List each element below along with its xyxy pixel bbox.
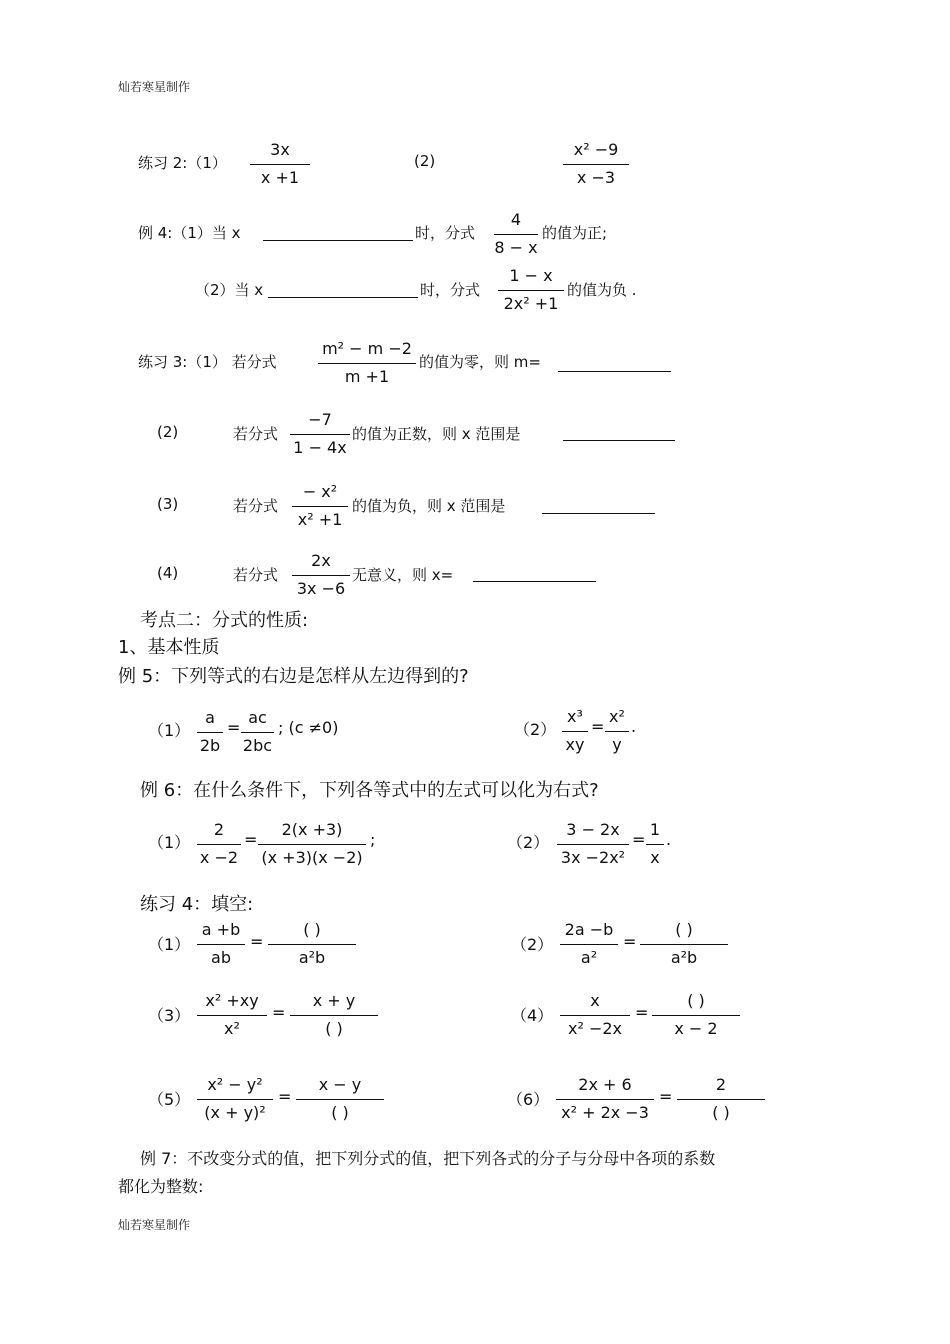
numerator-blank[interactable]: ( ) (675, 920, 693, 939)
answer-blank[interactable] (263, 240, 413, 241)
denominator: 2x² +1 (503, 294, 559, 313)
practice4-item4-number: （4） (511, 1006, 554, 1025)
practice3-item2-suffix: 的值为正数，则 x 范围是 (352, 425, 521, 443)
numerator: 1 − x (509, 266, 553, 285)
denominator: (x +3)(x −2) (261, 848, 363, 867)
denominator: 1 − 4x (293, 438, 347, 457)
denominator: x − 2 (674, 1019, 718, 1038)
numerator: x² − y² (207, 1075, 263, 1094)
numerator: 4 (510, 210, 522, 229)
numerator-blank[interactable]: ( ) (687, 991, 705, 1010)
numerator: 2(x +3) (281, 820, 343, 839)
example4-line1-suffix: 的值为正; (542, 224, 608, 242)
practice3-item3-suffix: 的值为负，则 x 范围是 (352, 497, 506, 515)
answer-blank[interactable] (558, 371, 671, 372)
practice4-item6-number: （6） (507, 1090, 550, 1109)
practice2-label: 练习 2:（1） (138, 154, 227, 172)
denominator: x +1 (260, 168, 300, 187)
practice4-item5-number: （5） (148, 1090, 191, 1109)
denominator: 3x −6 (296, 579, 346, 598)
example4-line2-prefix: （2）当 x (195, 281, 264, 299)
numerator: ac (248, 708, 267, 727)
numerator: a (205, 708, 215, 727)
denominator: a² (580, 948, 598, 967)
denominator: x −3 (576, 168, 616, 187)
equals-sign: = (227, 718, 241, 737)
denominator: x (650, 848, 660, 867)
practice4-item2-number: （2） (511, 935, 554, 954)
example6-item1-number: （1） (148, 833, 191, 852)
denominator: x² −2x (567, 1019, 623, 1038)
numerator: m² − m −2 (322, 339, 412, 358)
numerator: 3 − 2x (566, 820, 620, 839)
practice3-item3-number: (3) (157, 495, 179, 513)
practice3-item4-prefix: 若分式 (233, 566, 279, 584)
answer-blank[interactable] (268, 297, 418, 298)
denominator: x² + 2x −3 (561, 1103, 649, 1122)
practice3-item4-suffix: 无意义，则 x= (352, 566, 454, 584)
denominator: y (612, 735, 622, 754)
practice3-item2-number: (2) (157, 423, 179, 441)
denominator: (x + y)² (204, 1103, 266, 1122)
numerator: −7 (308, 410, 332, 429)
page-header: 灿若寒星制作 (118, 80, 191, 94)
numerator: a +b (201, 920, 241, 939)
numerator: 2 (213, 820, 225, 839)
equals-sign: = (659, 1087, 673, 1106)
practice4-item1-number: （1） (148, 935, 191, 954)
example7-line2: 都化为整数: (118, 1177, 204, 1196)
equals-sign: = (635, 1003, 649, 1022)
numerator: x² (609, 707, 625, 726)
denominator: 2bc (242, 736, 273, 755)
denominator-blank[interactable]: ( ) (331, 1103, 349, 1122)
example6-item2-tail: . (666, 830, 672, 849)
denominator: m +1 (344, 367, 390, 386)
denominator: a²b (298, 948, 326, 967)
numerator: x³ (567, 707, 583, 726)
practice3-item2-prefix: 若分式 (233, 425, 279, 443)
numerator: 1 (649, 820, 661, 839)
example4-line2-mid: 时，分式 (420, 281, 481, 299)
numerator: 2x (311, 551, 331, 570)
equals-sign: = (632, 830, 646, 849)
equals-sign: = (278, 1087, 292, 1106)
practice3-line1-prefix: 练习 3:（1） 若分式 (138, 353, 277, 371)
numerator: x² −9 (573, 140, 619, 159)
practice3-item4-number: (4) (157, 564, 179, 582)
denominator: 2b (199, 736, 221, 755)
denominator-blank[interactable]: ( ) (325, 1019, 343, 1038)
numerator-blank[interactable]: ( ) (303, 920, 321, 939)
numerator: 2a −b (564, 920, 614, 939)
denominator: x −2 (199, 848, 239, 867)
example6-item1-tail: ; (370, 830, 376, 849)
numerator: x (590, 991, 600, 1010)
equals-sign: = (250, 932, 264, 951)
example4-line1-mid: 时，分式 (415, 224, 476, 242)
practice2-label-2: (2) (414, 152, 436, 170)
denominator: 8 − x (494, 238, 538, 257)
numerator: x − y (318, 1075, 362, 1094)
example5-item1-number: （1） (148, 721, 191, 740)
numerator: 2x + 6 (578, 1075, 632, 1094)
example6-title: 例 6：在什么条件下，下列各等式中的左式可以化为右式? (140, 780, 599, 801)
answer-blank[interactable] (542, 513, 655, 514)
subsection-heading: 1、基本性质 (118, 637, 220, 658)
example4-line2-suffix: 的值为负 . (567, 281, 637, 299)
denominator-blank[interactable]: ( ) (712, 1103, 730, 1122)
practice4-item3-number: （3） (148, 1006, 191, 1025)
answer-blank[interactable] (563, 440, 675, 441)
denominator: ab (211, 948, 231, 967)
example5-item1-condition: ; (c ≠0) (278, 718, 339, 737)
numerator: − x² (302, 482, 338, 501)
example4-line1-prefix: 例 4:（1）当 x (138, 224, 241, 242)
numerator: x + y (312, 991, 356, 1010)
practice3-item3-prefix: 若分式 (233, 497, 279, 515)
example5-title: 例 5：下列等式的右边是怎样从左边得到的? (118, 666, 469, 687)
denominator: 3x −2x² (560, 848, 626, 867)
equals-sign: = (272, 1003, 286, 1022)
example5-item2-number: （2） (514, 720, 557, 739)
denominator: x² (224, 1019, 240, 1038)
example5-item2-tail: . (631, 717, 637, 736)
example6-item2-number: （2） (507, 833, 550, 852)
numerator: 3x (270, 140, 290, 159)
denominator: xy (565, 735, 585, 754)
practice4-title: 练习 4：填空: (140, 894, 254, 915)
equals-sign: = (623, 932, 637, 951)
answer-blank[interactable] (473, 581, 596, 582)
equals-sign: = (244, 830, 258, 849)
example7-line1: 例 7：不改变分式的值，把下列分式的值，把下列各式的分子与分母中各项的系数 (140, 1149, 716, 1168)
denominator: a²b (670, 948, 698, 967)
numerator: x² +xy (205, 991, 259, 1010)
equals-sign: = (591, 717, 605, 736)
practice3-line1-suffix: 的值为零，则 m= (419, 353, 541, 371)
section-heading: 考点二：分式的性质: (140, 610, 309, 631)
page-footer: 灿若寒星制作 (118, 1218, 191, 1232)
numerator: 2 (715, 1075, 727, 1094)
denominator: x² +1 (297, 510, 343, 529)
